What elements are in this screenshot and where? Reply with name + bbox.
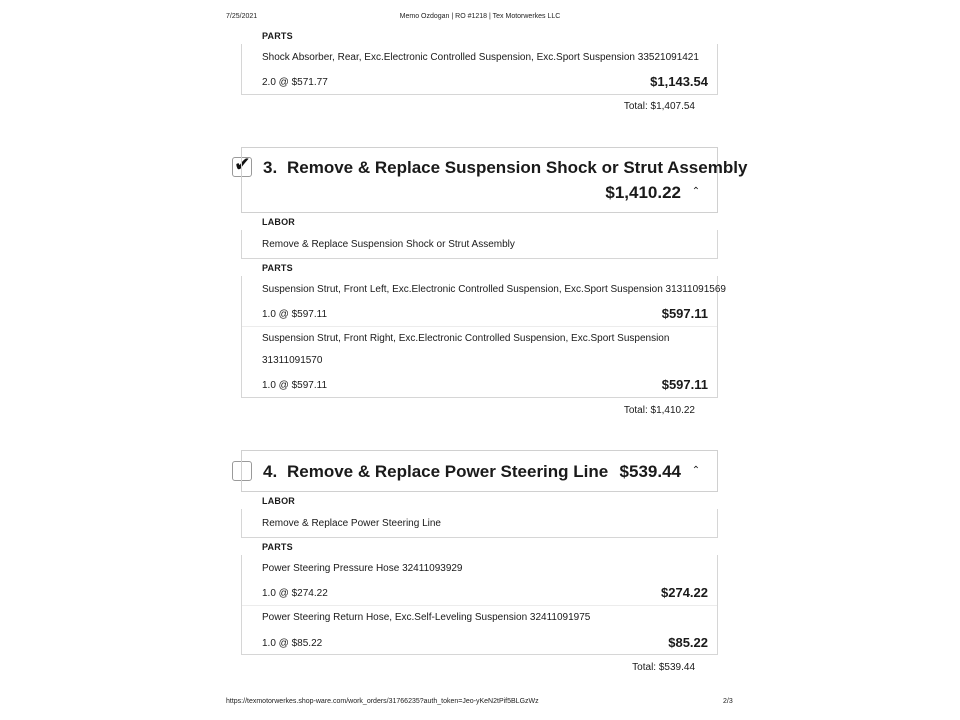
page-number: 2/3 [723, 698, 733, 705]
check-icon: ✔ [234, 154, 251, 176]
part-description: Shock Absorber, Rear, Exc.Electronic Controlled Suspension, Exc.Sport Suspension 33521091421 [262, 52, 699, 63]
part-description: Suspension Strut, Front Right, Exc.Electronic Controlled Suspension, Exc.Sport Suspension [262, 333, 670, 344]
labor-description: Remove & Replace Suspension Shock or Strut Assembly [262, 239, 515, 250]
part-amount: $1,143.54 [650, 74, 708, 89]
part-divider [242, 326, 717, 327]
service-name: Remove & Replace Power Steering Line [287, 462, 609, 481]
print-title: Memo Ozdogan | RO #1218 | Tex Motorwerkes LLC [399, 13, 561, 20]
part-description: Suspension Strut, Front Left, Exc.Electronic Controlled Suspension, Exc.Sport Suspension 31311091569 [262, 284, 726, 295]
service-number: 4. [263, 462, 278, 481]
part-amount: $85.22 [668, 635, 708, 650]
part-amount: $274.22 [661, 585, 708, 600]
parts-label: PARTS [262, 542, 293, 552]
part-divider [242, 605, 717, 606]
part-description-cont: 31311091570 [262, 355, 323, 366]
service-total: Total: $1,407.54 [623, 101, 695, 112]
part-amount: $597.11 [661, 306, 708, 321]
labor-description: Remove & Replace Power Steering Line [262, 518, 441, 529]
print-date: 7/25/2021 [226, 13, 258, 20]
labor-label: LABOR [262, 496, 295, 506]
service-price: $1,410.22 [605, 183, 681, 202]
service-price: $539.44 [619, 462, 681, 481]
service-header [241, 147, 718, 213]
part-quantity: 2.0 @ $571.77 [262, 77, 328, 88]
part-quantity: 1.0 @ $597.11 [262, 380, 328, 391]
service-total: Total: $539.44 [632, 662, 695, 673]
service-number: 3. [263, 158, 278, 177]
part-description: Power Steering Return Hose, Exc.Self-Leveling Suspension 32411091975 [262, 612, 591, 623]
chevron-up-icon[interactable]: ⌃ [691, 465, 701, 476]
chevron-up-icon[interactable]: ⌃ [691, 186, 701, 197]
part-quantity: 1.0 @ $85.22 [262, 638, 323, 649]
service-total: Total: $1,410.22 [623, 405, 695, 416]
labor-label: LABOR [262, 217, 295, 227]
print-url: https://texmotorwerkes.shop-ware.com/work_orders/31766235?auth_token=Jeo-yKeN2tPif5BLGzWz [226, 698, 539, 705]
part-description: Power Steering Pressure Hose 32411093929 [262, 563, 463, 574]
service-name: Remove & Replace Suspension Shock or Strut Assembly [287, 158, 748, 177]
part-quantity: 1.0 @ $597.11 [262, 309, 328, 320]
parts-label: PARTS [262, 31, 293, 41]
part-amount: $597.11 [661, 377, 708, 392]
part-quantity: 1.0 @ $274.22 [262, 588, 328, 599]
parts-label: PARTS [262, 263, 293, 273]
